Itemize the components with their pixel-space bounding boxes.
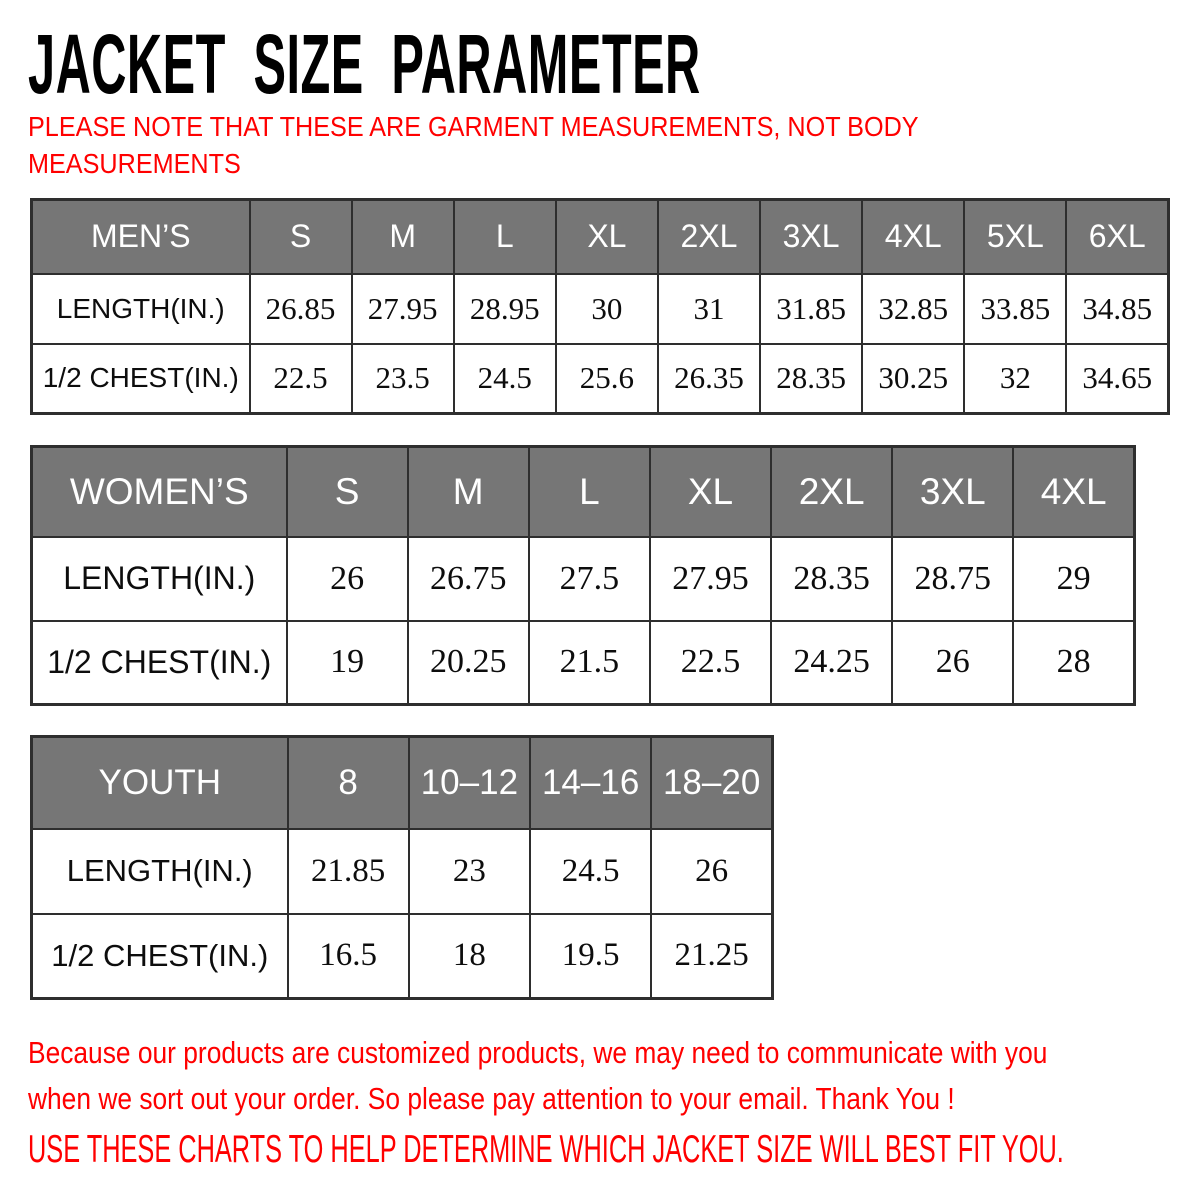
mens-length-s: 26.85 [250,274,352,344]
womens-chest-s: 19 [287,621,408,705]
womens-table-label: WOMEN’S [32,447,287,537]
youth-size-header-8: 8 [288,737,409,829]
mens-chest-5xl: 32 [964,344,1066,414]
mens-length-4xl: 32.85 [862,274,964,344]
womens-length-2xl: 28.35 [771,537,892,621]
womens-size-table [30,445,1136,706]
mens-size-header-4xl: 4XL [862,200,964,274]
youth-chest-10-12: 18 [409,914,530,999]
womens-chest-l: 21.5 [529,621,650,705]
youth-length-10-12: 23 [409,829,530,914]
youth-length-14-16: 24.5 [530,829,651,914]
youth-size-header-10-12: 10–12 [409,737,530,829]
womens-size-header-s: S [287,447,408,537]
mens-chest-xl: 25.6 [556,344,658,414]
womens-size-header-3xl: 3XL [892,447,1013,537]
mens-size-header-6xl: 6XL [1066,200,1168,274]
page-title [28,17,1188,111]
mens-length-5xl: 33.85 [964,274,1066,344]
youth-length-label: LENGTH(IN.) [32,829,288,914]
youth-header-row [32,737,773,829]
youth-table-label: YOUTH [32,737,288,829]
garment-measurement-note [28,108,1018,182]
mens-size-header-s: S [250,200,352,274]
youth-size-header-18-20: 18–20 [651,737,772,829]
youth-chest-label: 1/2 CHEST(IN.) [32,914,288,999]
mens-length-m: 27.95 [352,274,454,344]
youth-length-8: 21.85 [288,829,409,914]
womens-chest-xl: 22.5 [650,621,771,705]
mens-length-2xl: 31 [658,274,760,344]
womens-chest-m: 20.25 [408,621,529,705]
mens-length-3xl: 31.85 [760,274,862,344]
womens-length-xl: 27.95 [650,537,771,621]
mens-chest-row [32,344,1169,414]
womens-header-row [32,447,1135,537]
mens-size-header-2xl: 2XL [658,200,760,274]
youth-chest-18-20: 21.25 [651,914,772,999]
mens-chest-6xl: 34.65 [1066,344,1168,414]
womens-length-row [32,537,1135,621]
mens-size-header-m: M [352,200,454,274]
mens-length-row [32,274,1169,344]
mens-size-table [30,198,1170,415]
chart-usage-note: USE THESE CHARTS TO HELP DETERMINE WHICH JACKET SIZE WILL BEST FIT YOU. [28,1128,1064,1171]
mens-size-header-5xl: 5XL [964,200,1066,274]
youth-chest-row [32,914,773,999]
womens-length-4xl: 29 [1013,537,1134,621]
customization-notice-line-2: when we sort out your order. So please pay attention to your email. Thank You ! [28,1081,955,1116]
mens-chest-4xl: 30.25 [862,344,964,414]
youth-size-header-14-16: 14–16 [530,737,651,829]
customization-notice-line-1: Because our products are customized products, we may need to communicate with you [28,1035,1048,1070]
mens-size-header-3xl: 3XL [760,200,862,274]
womens-size-header-xl: XL [650,447,771,537]
note-line-2: MEASUREMENTS [28,148,241,179]
womens-length-m: 26.75 [408,537,529,621]
womens-length-l: 27.5 [529,537,650,621]
mens-size-header-xl: XL [556,200,658,274]
mens-chest-3xl: 28.35 [760,344,862,414]
mens-length-6xl: 34.85 [1066,274,1168,344]
mens-chest-2xl: 26.35 [658,344,760,414]
womens-size-header-2xl: 2XL [771,447,892,537]
customization-notice [28,1030,1200,1122]
womens-chest-3xl: 26 [892,621,1013,705]
mens-chest-m: 23.5 [352,344,454,414]
womens-chest-row [32,621,1135,705]
page-title-text: JACKET SIZE PARAMETER [28,17,701,111]
mens-chest-l: 24.5 [454,344,556,414]
mens-chest-label: 1/2 CHEST(IN.) [32,344,250,414]
womens-length-s: 26 [287,537,408,621]
mens-length-l: 28.95 [454,274,556,344]
womens-size-header-4xl: 4XL [1013,447,1134,537]
womens-size-header-l: L [529,447,650,537]
youth-chest-8: 16.5 [288,914,409,999]
womens-chest-2xl: 24.25 [771,621,892,705]
mens-size-header-l: L [454,200,556,274]
youth-length-18-20: 26 [651,829,772,914]
mens-length-xl: 30 [556,274,658,344]
womens-chest-4xl: 28 [1013,621,1134,705]
womens-size-header-m: M [408,447,529,537]
womens-chest-label: 1/2 CHEST(IN.) [32,621,287,705]
mens-length-label: LENGTH(IN.) [32,274,250,344]
womens-length-3xl: 28.75 [892,537,1013,621]
mens-chest-s: 22.5 [250,344,352,414]
mens-table-label: MEN’S [32,200,250,274]
mens-header-row [32,200,1169,274]
youth-chest-14-16: 19.5 [530,914,651,999]
youth-size-table [30,735,774,1000]
youth-length-row [32,829,773,914]
note-line-1: PLEASE NOTE THAT THESE ARE GARMENT MEASUREMENTS, NOT BODY [28,111,919,142]
womens-length-label: LENGTH(IN.) [32,537,287,621]
